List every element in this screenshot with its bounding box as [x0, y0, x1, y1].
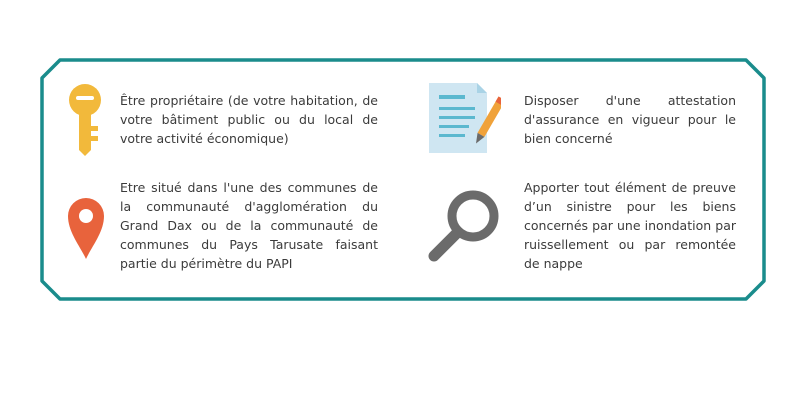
magnifier-icon — [424, 185, 504, 265]
condition-text-insurance: Disposer d'une attestation d'assurance en vigueur pour le bien concerné — [524, 93, 736, 146]
condition-text-ownership: Être propriétaire (de votre habitation, de votre bâtiment public ou du local de votre activité économique) — [120, 93, 378, 146]
document-pencil-icon — [427, 81, 501, 155]
condition-text-evidence: Apporter tout élément de preuve d’un sinistre pour les biens concernés par une inondation par ruissellement ou par remontée de nappe — [524, 180, 736, 271]
location-pin-icon — [66, 196, 106, 260]
condition-text-location: Etre situé dans l'une des communes de la communauté d'agglomération du Grand Dax ou de la communauté de communes du Pays Tarusate faisant partie du périmètre du PAPI — [120, 180, 378, 271]
key-icon — [65, 82, 105, 156]
conditions-panel — [40, 58, 766, 301]
